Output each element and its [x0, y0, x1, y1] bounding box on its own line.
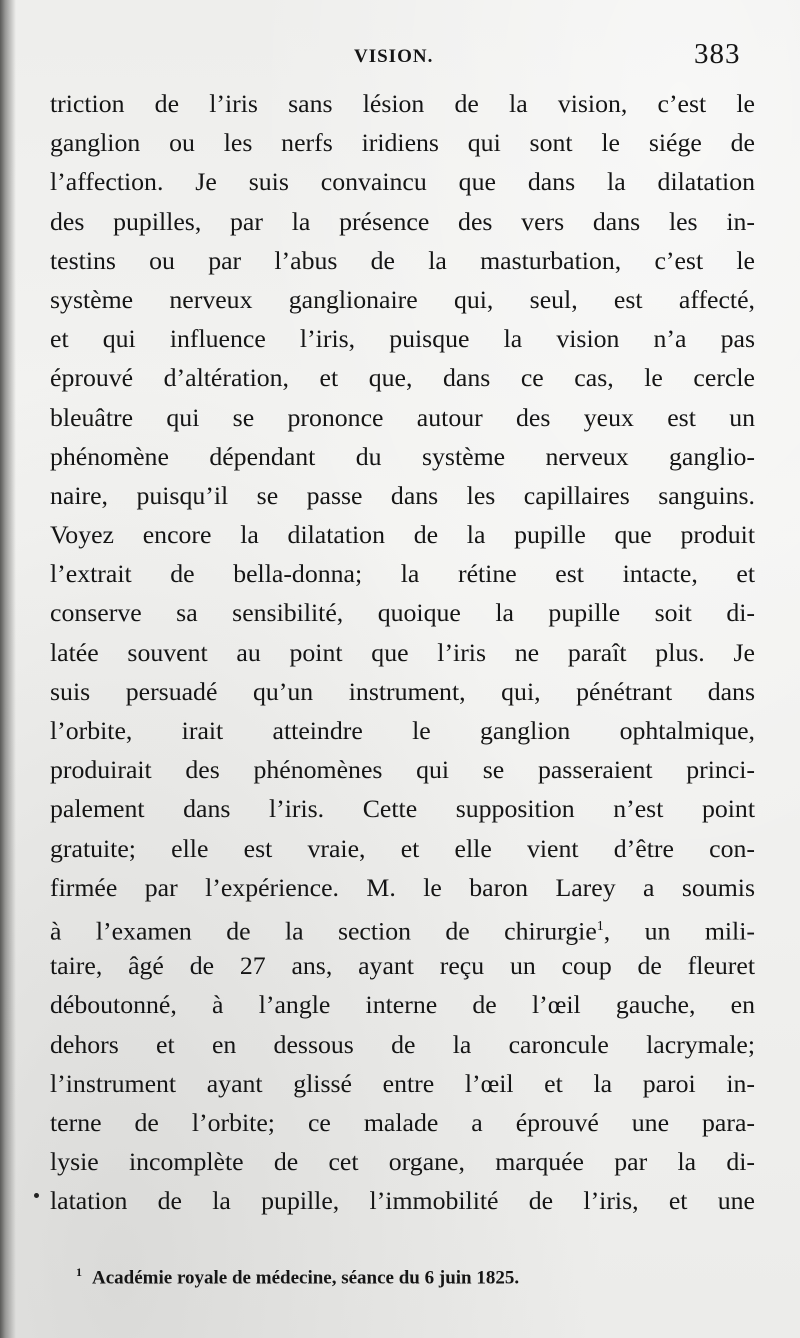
- text-fragment: à l’examen de la section de chirurgie: [50, 916, 597, 946]
- text-line: suis persuadé qu’un instrument, qui, pénétrant dans: [50, 676, 755, 706]
- footnote: [76, 1265, 756, 1289]
- footnote-reference: 1: [596, 918, 604, 934]
- text-line: terne de l’orbite; ce malade a éprouvé une para-: [50, 1107, 755, 1137]
- text-line: phénomène dépendant du système nerveux ganglio-: [50, 441, 755, 471]
- text-line-with-note: [50, 907, 755, 946]
- text-line: l’orbite, irait atteindre le ganglion ophtalmique,: [50, 716, 755, 745]
- text-line: l’instrument ayant glissé entre l’œil et la paroi in-: [50, 1068, 755, 1098]
- text-line: système nerveux ganglionaire qui, seul, est affecté,: [50, 284, 755, 314]
- text-line: conserve sa sensibilité, quoique la pupille soit di-: [50, 598, 755, 628]
- text-line: éprouvé d’altération, et que, dans ce cas, le cercle: [50, 363, 755, 393]
- text-line: et qui influence l’iris, puisque la vision n’a pas: [50, 324, 755, 354]
- text-line: l’affection. Je suis convaincu que dans la dilatation: [50, 167, 755, 197]
- ink-speck: [34, 1193, 39, 1198]
- text-line: bleuâtre qui se prononce autour des yeux est un: [50, 402, 755, 432]
- text-line: Voyez encore la dilatation de la pupille que produit: [50, 520, 755, 550]
- text-line: ganglion ou les nerfs iridiens qui sont le siége de: [50, 128, 755, 158]
- page-number: 383: [694, 38, 741, 70]
- text-line: l’extrait de bella-donna; la rétine est intacte, et: [50, 559, 755, 589]
- text-line: naire, puisqu’il se passe dans les capillaires sanguins.: [50, 480, 755, 510]
- page-header: [0, 38, 800, 82]
- text-line: gratuite; elle est vraie, et elle vient d’être con-: [50, 833, 755, 863]
- text-line: firmée par l’expérience. M. le baron Larey a soumis: [50, 872, 755, 902]
- text-line: produirait des phénomènes qui se passeraient princi-: [50, 755, 755, 785]
- text-line: dehors et en dessous de la caroncule lacrymale;: [50, 1029, 755, 1059]
- text-line: testins ou par l’abus de la masturbation, c’est le: [50, 245, 755, 275]
- text-line: lysie incomplète de cet organe, marquée par la di-: [50, 1147, 755, 1177]
- text-line: déboutonné, à l’angle interne de l’œil gauche, en: [50, 990, 755, 1020]
- text-line: triction de l’iris sans lésion de la vision, c’est le: [50, 89, 755, 118]
- footnote-mark: 1: [76, 1265, 82, 1279]
- footnote-text: Académie royale de médecine, séance du 6 juin 1825.: [92, 1267, 520, 1289]
- text-line: des pupilles, par la présence des vers dans les in-: [50, 206, 755, 236]
- running-title: VISION.: [354, 46, 434, 67]
- text-fragment: , un mili-: [603, 916, 755, 946]
- text-line: palement dans l’iris. Cette supposition n’est point: [50, 794, 755, 824]
- text-line: latée souvent au point que l’iris ne paraît plus. Je: [50, 637, 755, 667]
- page-binding-shadow: [0, 0, 16, 1338]
- text-line: latation de la pupille, l’immobilité de l’iris, et une: [50, 1186, 755, 1216]
- text-line: taire, âgé de 27 ans, ayant reçu un coup de fleuret: [50, 951, 755, 981]
- body-text: [50, 84, 755, 1220]
